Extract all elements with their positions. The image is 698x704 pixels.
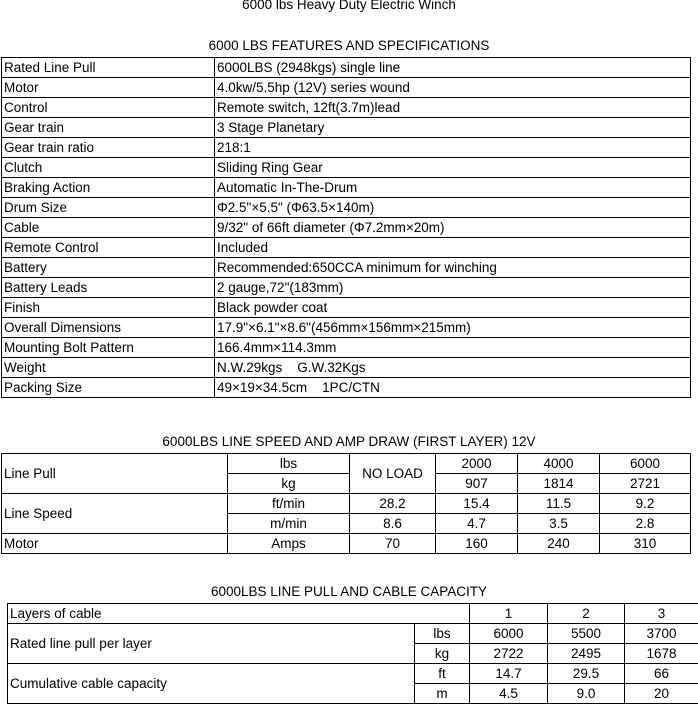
rated-label: Rated line pull per layer [8,624,415,664]
spec-value: 166.4mm×114.3mm [215,338,691,358]
table-row [2,338,691,358]
spec-value: Automatic In-The-Drum [215,178,691,198]
spec-value: 218:1 [215,138,691,158]
table-row [2,78,691,98]
table-row [2,278,691,298]
spec-value: Included [215,238,691,258]
layer-cell: 2 [548,604,625,624]
line-pull-label: Line Pull [2,454,228,494]
table-row [2,494,691,514]
specs-heading: 6000 LBS FEATURES AND SPECIFICATIONS [208,38,490,53]
rated-lbs-cell: 5500 [548,624,625,644]
speed-m-cell: 4.7 [436,514,518,534]
cum-ft-cell: 14.7 [470,664,548,684]
unit-mmin: m/min [228,514,350,534]
pull-kg-cell: 2721 [600,474,691,494]
speed-m-cell: 2.8 [600,514,691,534]
spec-label: Rated Line Pull [2,58,215,78]
spec-label: Clutch [2,158,215,178]
rated-kg-cell: 2722 [470,644,548,664]
amps-cell: 240 [518,534,600,554]
spec-label: Braking Action [2,178,215,198]
spec-value: Sliding Ring Gear [215,158,691,178]
spec-label: Finish [2,298,215,318]
unit-kg: kg [228,474,350,494]
spec-label: Packing Size [2,378,215,398]
table-row [2,158,691,178]
pull-lbs-cell: 6000 [600,454,691,474]
layers-label: Layers of cable [8,604,470,624]
pull-kg-cell: 907 [436,474,518,494]
spec-value: 6000LBS (2948kgs) single line [215,58,691,78]
spec-value: Φ2.5"×5.5" (Φ63.5×140m) [215,198,691,218]
cum-m-cell: 9.0 [548,684,625,704]
spec-value: 2 gauge,72"(183mm) [215,278,691,298]
spec-value: 3 Stage Planetary [215,118,691,138]
table-row [2,138,691,158]
spec-label: Battery [2,258,215,278]
spec-value: 9/32" of 66ft diameter (Φ7.2mm×20m) [215,218,691,238]
spec-label: Drum Size [2,198,215,218]
spec-value: N.W.29kgs G.W.32Kgs [215,358,691,378]
spec-value: Recommended:650CCA minimum for winching [215,258,691,278]
table-row [8,604,698,624]
cumulative-label: Cumulative cable capacity [8,664,415,704]
rated-lbs-cell: 6000 [470,624,548,644]
table-row [2,318,691,338]
capacity-heading: 6000LBS LINE PULL AND CABLE CAPACITY [210,584,488,599]
table-row [2,238,691,258]
speed-m-cell: 8.6 [350,514,436,534]
specs-table [1,57,691,398]
spec-label: Battery Leads [2,278,215,298]
spec-label: Mounting Bolt Pattern [2,338,215,358]
spec-value: Black powder coat [215,298,691,318]
unit-ftmin: ft/min [228,494,350,514]
no-load-label: NO LOAD [350,454,436,494]
unit-lbs: lbs [415,624,470,644]
spec-label: Weight [2,358,215,378]
table-row [8,664,698,684]
cum-m-cell: 20 [625,684,698,704]
cum-m-cell: 4.5 [470,684,548,704]
amps-cell: 160 [436,534,518,554]
spec-value: Remote switch, 12ft(3.7m)lead [215,98,691,118]
unit-amps: Amps [228,534,350,554]
layer-cell: 1 [470,604,548,624]
spec-label: Control [2,98,215,118]
table-row [2,534,691,554]
pull-lbs-cell: 2000 [436,454,518,474]
pull-lbs-cell: 4000 [518,454,600,474]
layer-cell: 3 [625,604,698,624]
spec-label: Overall Dimensions [2,318,215,338]
table-row [2,98,691,118]
speed-heading: 6000LBS LINE SPEED AND AMP DRAW (FIRST LAYER) 12V [162,434,536,449]
cum-ft-cell: 66 [625,664,698,684]
amps-cell: 70 [350,534,436,554]
line-speed-label: Line Speed [2,494,228,534]
speed-table [1,453,691,554]
spec-value: 4.0kw/5.5hp (12V) series wound [215,78,691,98]
speed-ft-cell: 15.4 [436,494,518,514]
spec-label: Gear train ratio [2,138,215,158]
table-row [2,198,691,218]
unit-m: m [415,684,470,704]
table-row [2,58,691,78]
spec-label: Cable [2,218,215,238]
document-title: 6000 lbs Heavy Duty Electric Winch [242,0,456,12]
speed-m-cell: 3.5 [518,514,600,534]
rated-lbs-cell: 3700 [625,624,698,644]
table-row [8,624,698,644]
table-row [2,378,691,398]
pull-kg-cell: 1814 [518,474,600,494]
spec-value: 17.9"×6.1"×8.6"(456mm×156mm×215mm) [215,318,691,338]
rated-kg-cell: 1678 [625,644,698,664]
unit-lbs: lbs [228,454,350,474]
table-row [2,258,691,278]
table-row [2,178,691,198]
table-row [2,358,691,378]
table-row [2,454,691,474]
spec-label: Motor [2,78,215,98]
unit-kg: kg [415,644,470,664]
table-row [2,218,691,238]
motor-label: Motor [2,534,228,554]
spec-value: 49×19×34.5cm 1PC/CTN [215,378,691,398]
cum-ft-cell: 29.5 [548,664,625,684]
rated-kg-cell: 2495 [548,644,625,664]
speed-ft-cell: 28.2 [350,494,436,514]
capacity-table [7,603,698,704]
amps-cell: 310 [600,534,691,554]
unit-ft: ft [415,664,470,684]
speed-ft-cell: 9.2 [600,494,691,514]
table-row [2,298,691,318]
speed-ft-cell: 11.5 [518,494,600,514]
spec-label: Remote Control [2,238,215,258]
spec-label: Gear train [2,118,215,138]
table-row [2,118,691,138]
